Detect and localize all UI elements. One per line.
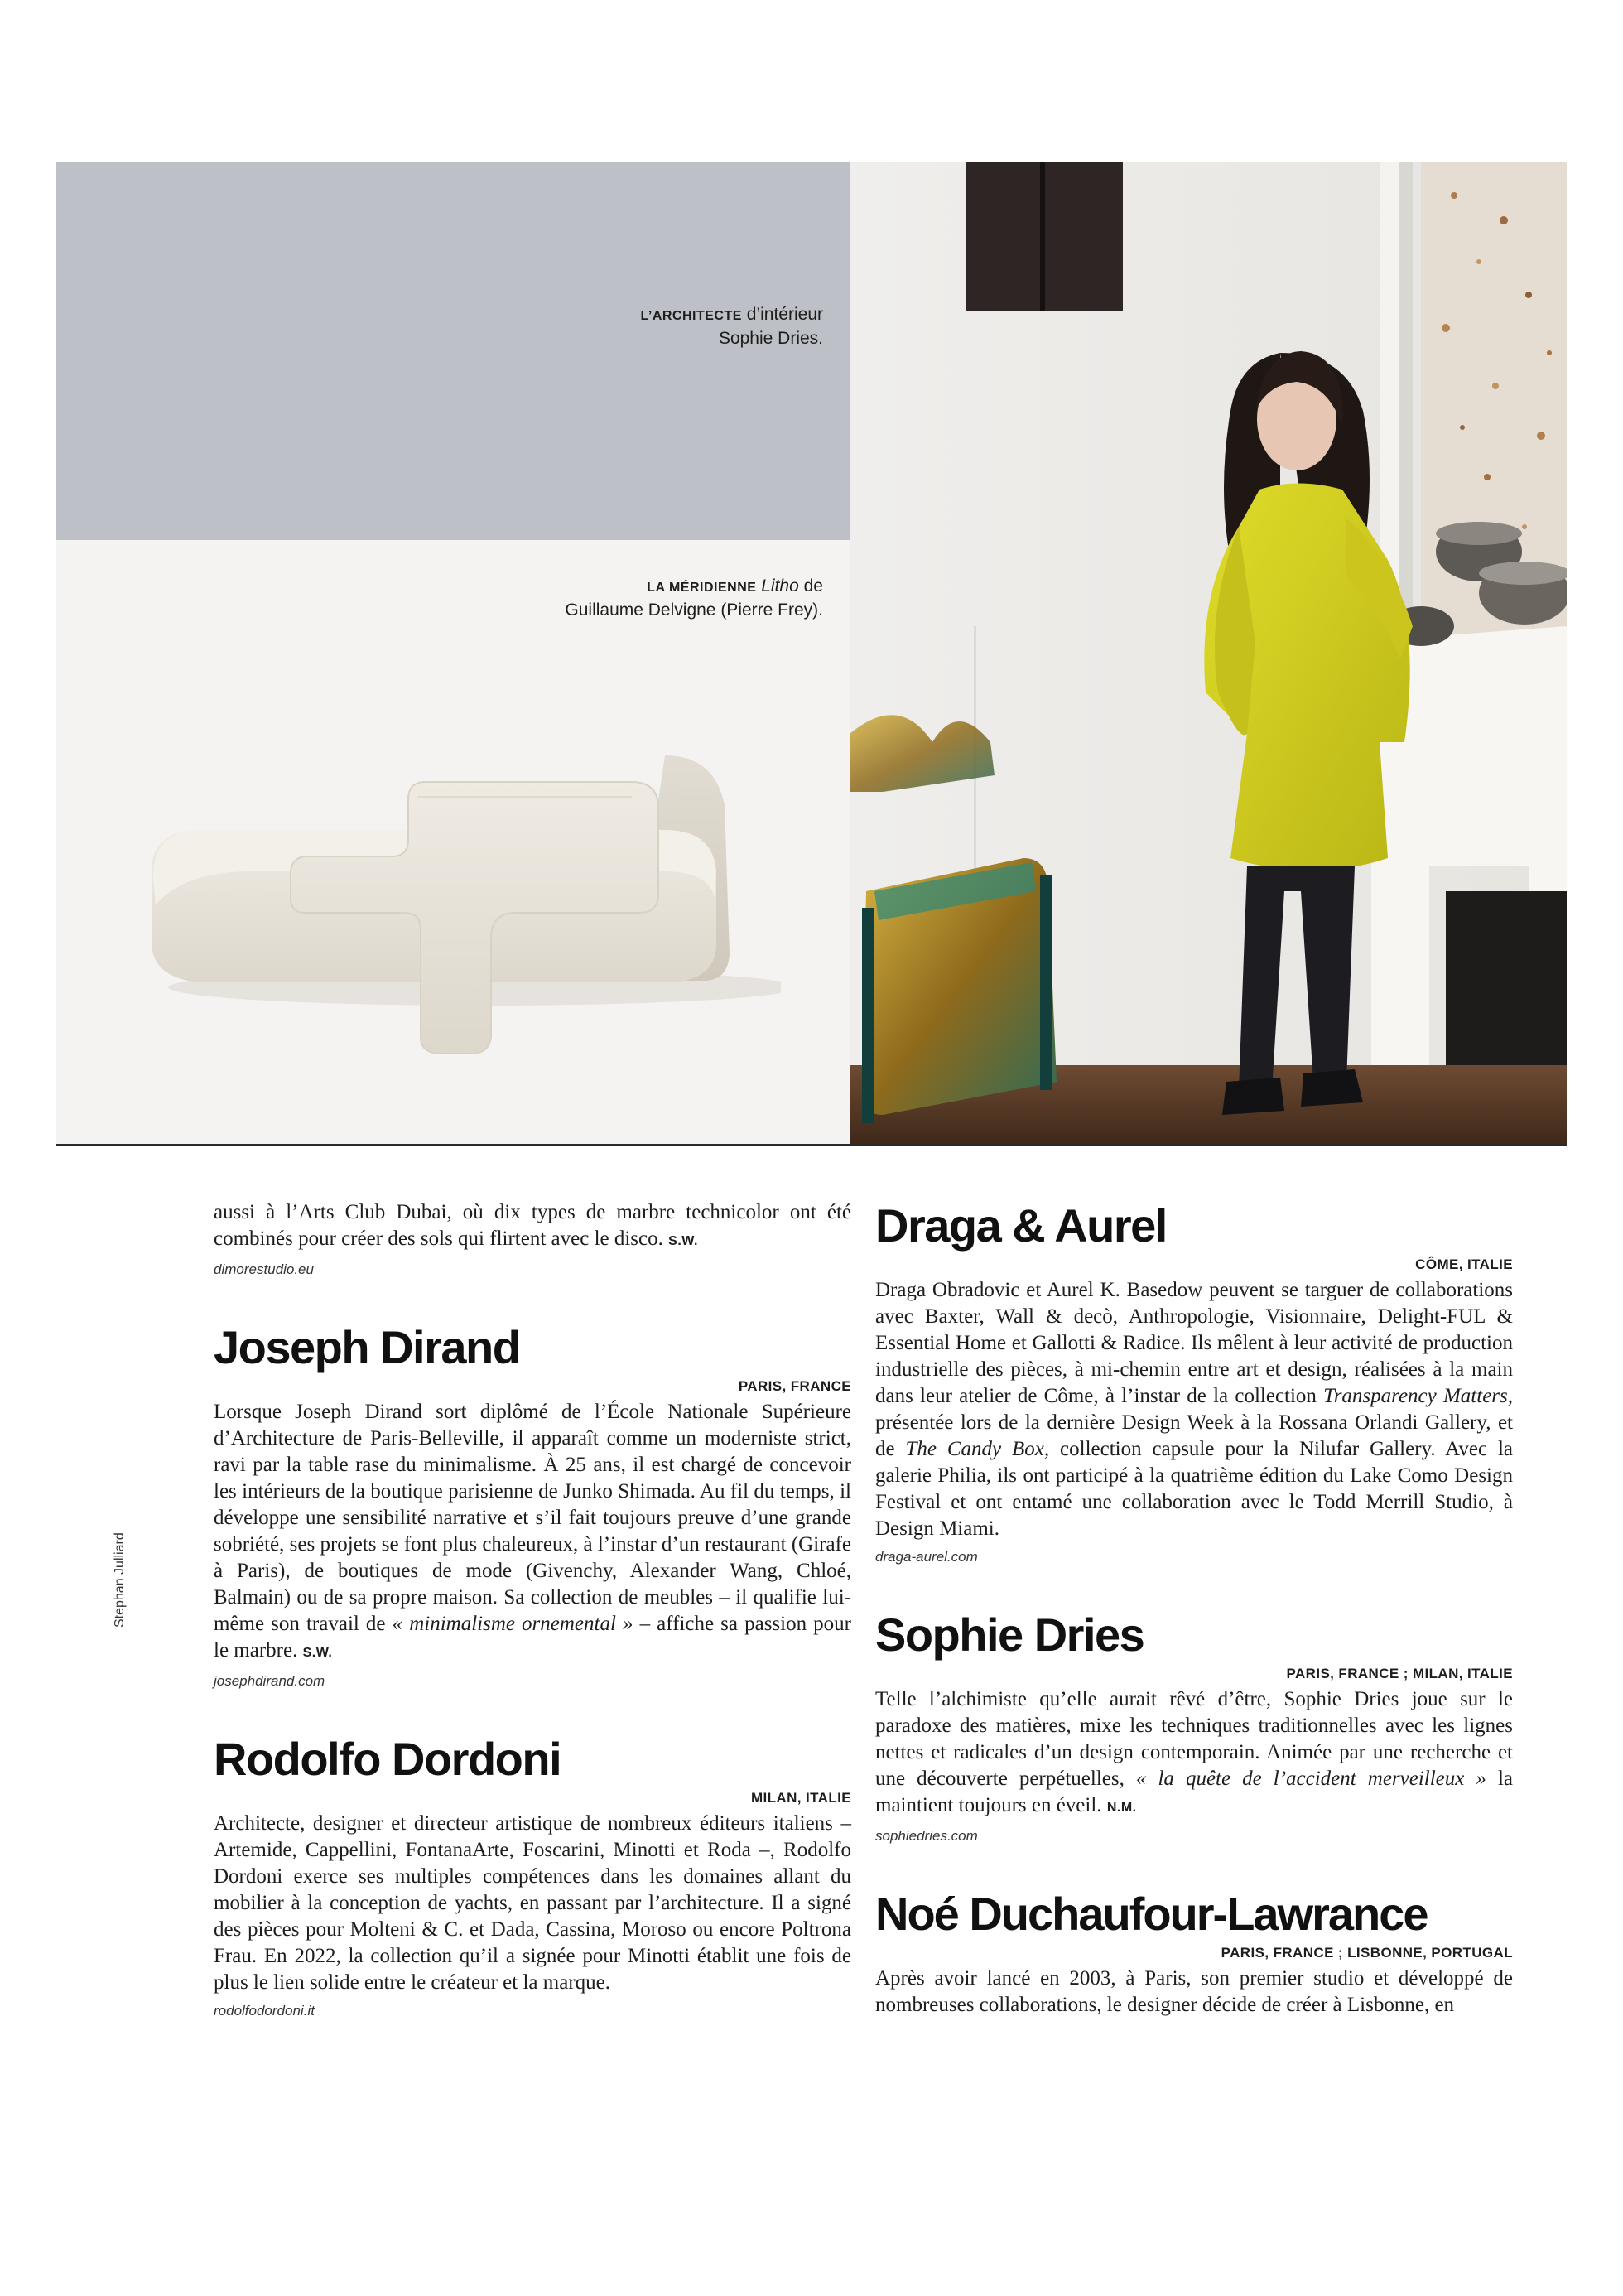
entry-url[interactable]: josephdirand.com — [214, 1673, 325, 1689]
entry-body-part: , présentée lors de la dernière Design Week à la Rossana Orlandi Gallery, et de — [875, 1385, 1513, 1460]
entry-name: Draga & Aurel — [875, 1199, 1167, 1252]
chaise-longue-illustration — [135, 706, 781, 1062]
entry-signature: N.M. — [1106, 1801, 1137, 1815]
entry-body — [214, 1399, 851, 1667]
portrait-caption-line2: Sophie Dries. — [718, 329, 823, 348]
intro-signature: S.W. — [668, 1234, 698, 1248]
portrait-illustration — [850, 162, 1567, 1145]
intro-body: aussi à l’Arts Club Dubai, où dix types de marbre technicolor ont été combinés pour créer des sols qui flirtent avec le disco. — [214, 1201, 851, 1250]
entry-location: CÔME, ITALIE — [1415, 1257, 1513, 1272]
entry-signature: S.W. — [302, 1646, 333, 1660]
portrait-caption-text: d’intérieur — [741, 305, 823, 324]
entry-body-part: Draga Obradovic et Aurel K. Basedow peuvent se targuer de collaborations avec Baxter, Wall & decò, Anthropologie, Visionnaire, Delight-FUL & Essential Home et Gallotti & Radice. Ils mêlent à leur activité de production industrielle des pièces, à mi-chemin entre art et design, réalisées à la main dans leur atelier de Côme, à l’instar de la collection — [875, 1279, 1513, 1407]
portrait-caption — [409, 303, 823, 350]
entry-location: PARIS, FRANCE ; MILAN, ITALIE — [1286, 1666, 1513, 1681]
entry-name: Joseph Dirand — [214, 1321, 520, 1373]
entry-rodolfo-dordoni — [214, 1733, 851, 2021]
entry-body — [875, 1686, 1513, 1821]
entry-location: PARIS, FRANCE — [738, 1378, 851, 1394]
entry-location: PARIS, FRANCE ; LISBONNE, PORTUGAL — [1221, 1945, 1513, 1961]
entry-body: Architecte, designer et directeur artistique de nombreux éditeurs italiens – Artemide, Cappellini, FontanaArte, Foscarini, Minotti et Roda –, Rodolfo Dordoni exerce ses multiples compétences dans les domaines allant du mobilier à la conception de yachts, en passant par l’architecture. Il a signé des pièces pour Molteni & C. et Dada, Cassina, Moroso ou encore Poltrona Frau. En 2022, la collection qu’il a signée pour Minotti établit une fois de plus le lien solide entre le créateur et la marque. — [214, 1812, 851, 1994]
right-column — [875, 1199, 1513, 2019]
entry-body-part: , collection capsule pour la Nilufar Gallery. Avec la galerie Philia, ils ont participé à la quatrième édition du Lake Como Design Festival et ont entamé une collaboration avec le Todd Merrill Studio, à Design Miami. — [875, 1438, 1513, 1540]
entry-body-part: Telle l’alchimiste qu’elle aurait rêvé d’être, Sophie Dries joue sur le paradoxe des matières, mixe les techniques traditionnelles avec les lignes nettes et radicales d’un design contemporain. Animée par une recherche et une découverte perpétuelles, — [875, 1688, 1513, 1790]
entry-body-part: – affiche sa passion pour le marbre. — [214, 1613, 852, 1662]
entry-name: Sophie Dries — [875, 1609, 1144, 1661]
intro-url[interactable]: dimorestudio.eu — [214, 1261, 314, 1277]
entry-noe-duchaufour-lawrance — [875, 1888, 1513, 2019]
entry-italic-title: Transparency Matters — [1323, 1385, 1508, 1407]
chaise-caption-line2: Guillaume Delvigne (Pierre Frey). — [565, 601, 823, 620]
photo-band — [56, 162, 1567, 1145]
sophie-dries-portrait-photo — [850, 162, 1567, 1145]
entry-name: Rodolfo Dordoni — [214, 1733, 561, 1785]
entry-body-part: la maintient toujours en éveil. — [875, 1768, 1514, 1816]
entry-quote: « minimalisme ornemental » — [392, 1613, 633, 1635]
entry-quote: « la quête de l’accident merveilleux » — [1135, 1768, 1486, 1790]
chaise-caption-title: Litho — [756, 576, 799, 596]
left-column — [214, 1199, 851, 2021]
entry-italic-title: The Candy Box — [905, 1438, 1044, 1460]
portrait-caption-label: L’ARCHITECTE — [640, 309, 742, 323]
intro-text — [214, 1199, 851, 1255]
chaise-caption — [359, 575, 823, 621]
photo-band-rule — [56, 1144, 1567, 1146]
entry-name: Noé Duchaufour-Lawrance — [875, 1888, 1428, 1940]
entry-location: MILAN, ITALIE — [750, 1790, 851, 1806]
entry-body — [875, 1277, 1513, 1542]
entry-body: Après avoir lancé en 2003, à Paris, son premier studio et développé de nombreuses collaborations, le designer décide de créer à Lisbonne, en — [875, 1967, 1513, 2016]
entry-url[interactable]: rodolfodordoni.it — [214, 2003, 315, 2019]
entry-body-part: Lorsque Joseph Dirand sort diplômé de l’École Nationale Supérieure d’Architecture de Paris-Belleville, il apparaît comme un moderniste strict, ravi par la table rase du minimalisme. À 25 ans, il est chargé de concevoir les intérieurs de la boutique parisienne de Junko Shimada. Au fil du temps, il développe une sensibilité narrative et s’il fait toujours preuve d’une grande sobriété, ses projets se font plus chaleureux, à l’instar d’un restaurant (Girafe à Paris), de boutiques de mode (Givenchy, Alexander Wang, Chloé, Balmain) ou de sa propre maison. Sa collection de meubles – il qualifie lui-même son travail de — [214, 1401, 851, 1635]
photo-credit: Stephan Julliard — [113, 1532, 127, 1628]
entry-draga-aurel — [875, 1199, 1513, 1567]
entry-sophie-dries — [875, 1609, 1513, 1846]
intro-entry — [214, 1199, 851, 1280]
entry-url[interactable]: draga-aurel.com — [875, 1549, 978, 1565]
chaise-photo — [56, 540, 850, 1145]
chaise-caption-label: LA MÉRIDIENNE — [647, 581, 757, 595]
chaise-caption-text: de — [798, 576, 823, 596]
portrait-caption-panel — [56, 162, 850, 540]
entry-joseph-dirand — [214, 1321, 851, 1691]
entry-url[interactable]: sophiedries.com — [875, 1828, 978, 1844]
